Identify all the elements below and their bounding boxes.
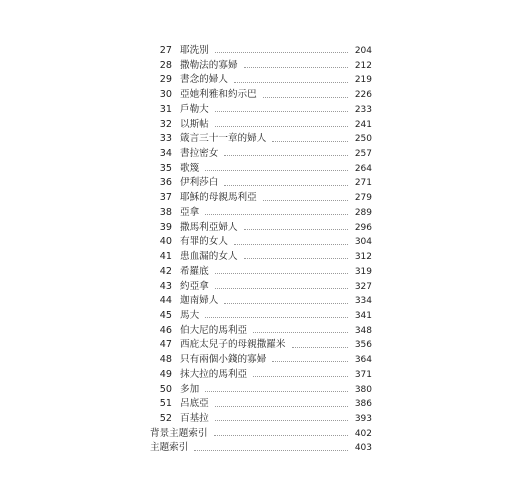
page-number: 296 (354, 222, 372, 233)
chapter-title: 耶穌的母親馬利亞 (180, 192, 257, 204)
chapter-title: 歌篾 (180, 162, 200, 174)
toc-entry[interactable] (146, 191, 372, 206)
page-number: 233 (354, 104, 372, 115)
toc-entry[interactable] (146, 176, 372, 191)
chapter-title: 馬大 (180, 309, 200, 321)
page-number: 241 (354, 119, 372, 130)
dot-leader (205, 390, 348, 392)
chapter-title: 書拉密女 (180, 148, 219, 160)
chapter-number: 30 (159, 89, 172, 101)
dot-leader (205, 316, 348, 318)
chapter-title: 西庇太兒子的母親撒羅米 (180, 339, 286, 351)
dot-leader (205, 213, 348, 215)
toc-entry[interactable] (146, 280, 372, 295)
chapter-number: 52 (159, 412, 172, 424)
chapter-number: 47 (159, 339, 172, 351)
page-number: 257 (354, 149, 372, 160)
page-number: 250 (354, 134, 372, 145)
chapter-number: 32 (159, 118, 172, 130)
dot-leader (272, 140, 348, 142)
chapter-title: 伯大尼的馬利亞 (180, 324, 248, 336)
chapter-title: 迦南婦人 (180, 295, 219, 307)
dot-leader (292, 346, 348, 348)
page-number: 348 (354, 325, 372, 336)
dot-leader (244, 228, 348, 230)
chapter-number: 34 (159, 148, 172, 160)
page-number: 393 (354, 413, 372, 424)
chapter-number: 28 (159, 59, 172, 71)
chapter-number: 42 (159, 265, 172, 277)
page-number: 212 (354, 60, 372, 71)
chapter-title: 有罪的女人 (180, 236, 228, 248)
dot-leader (272, 360, 348, 362)
dot-leader (214, 434, 348, 436)
chapter-number: 31 (159, 103, 172, 115)
toc-entry[interactable] (146, 397, 372, 412)
chapter-title: 希羅底 (180, 265, 209, 277)
chapter-number: 27 (159, 45, 172, 56)
chapter-title: 撒勒法的寡婦 (180, 59, 238, 71)
toc-entry[interactable] (146, 235, 372, 250)
toc-entry[interactable] (146, 383, 372, 398)
page-number: 226 (354, 90, 372, 101)
page-number: 402 (354, 428, 372, 439)
toc-entry[interactable] (146, 103, 372, 118)
chapter-title: 撒馬利亞婦人 (180, 221, 238, 233)
dot-leader (215, 272, 348, 274)
toc-entry[interactable] (146, 59, 372, 74)
dot-leader (215, 51, 348, 53)
chapter-title: 以斯帖 (180, 118, 209, 130)
toc-entry[interactable] (146, 118, 372, 133)
page-number: 264 (354, 163, 372, 174)
page-number: 219 (354, 75, 372, 86)
table-of-contents (146, 44, 372, 456)
chapter-number: 33 (159, 133, 172, 145)
page-number: 319 (354, 266, 372, 277)
chapter-number: 40 (159, 236, 172, 248)
index-title: 主題索引 (150, 442, 189, 454)
chapter-title: 亞拿 (180, 206, 200, 218)
toc-entry[interactable] (146, 338, 372, 353)
toc-entry[interactable] (146, 221, 372, 236)
chapter-number: 39 (159, 221, 172, 233)
page-number: 334 (354, 296, 372, 307)
chapter-title: 只有兩個小錢的寡婦 (180, 354, 267, 366)
page-number: 204 (354, 46, 372, 56)
chapter-title: 百基拉 (180, 412, 209, 424)
chapter-number: 48 (159, 354, 172, 366)
chapter-number: 38 (159, 206, 172, 218)
chapter-number: 43 (159, 280, 172, 292)
chapter-title: 耶洗別 (180, 45, 209, 56)
toc-entry-index[interactable] (146, 427, 372, 442)
toc-entry[interactable] (146, 147, 372, 162)
chapter-title: 書念的婦人 (180, 74, 228, 86)
dot-leader (215, 419, 348, 421)
chapter-title: 亞她利雅和約示巴 (180, 89, 257, 101)
page-number: 271 (354, 178, 372, 189)
chapter-number: 41 (159, 251, 172, 263)
dot-leader (215, 125, 348, 127)
chapter-number: 44 (159, 295, 172, 307)
chapter-title: 患血漏的女人 (180, 251, 238, 263)
dot-leader (244, 66, 348, 68)
chapter-title: 約亞拿 (180, 280, 209, 292)
toc-entry[interactable] (146, 206, 372, 221)
dot-leader (224, 154, 348, 156)
page-number: 364 (354, 355, 372, 366)
chapter-number: 29 (159, 74, 172, 86)
toc-entry[interactable] (146, 265, 372, 280)
chapter-number: 46 (159, 324, 172, 336)
toc-entry[interactable] (146, 44, 372, 59)
dot-leader (215, 110, 348, 112)
page-number: 279 (354, 193, 372, 204)
dot-leader (224, 184, 348, 186)
chapter-title: 多加 (180, 383, 200, 395)
toc-entry[interactable] (146, 368, 372, 383)
toc-entry[interactable] (146, 412, 372, 427)
page-number: 341 (354, 310, 372, 321)
dot-leader (263, 96, 348, 98)
page-number: 312 (354, 252, 372, 263)
toc-entry[interactable] (146, 250, 372, 265)
page-number: 356 (354, 340, 372, 351)
dot-leader (234, 243, 348, 245)
chapter-number: 49 (159, 368, 172, 380)
dot-leader (194, 449, 348, 451)
toc-entry[interactable] (146, 88, 372, 103)
chapter-title: 呂底亞 (180, 398, 209, 410)
chapter-number: 50 (159, 383, 172, 395)
toc-entry[interactable] (146, 353, 372, 368)
toc-entry[interactable] (146, 324, 372, 339)
toc-entry[interactable] (146, 73, 372, 88)
dot-leader (263, 199, 348, 201)
chapter-title: 箴言三十一章的婦人 (180, 133, 267, 145)
page-number: 403 (354, 443, 372, 454)
page-number: 304 (354, 237, 372, 248)
dot-leader (224, 302, 348, 304)
toc-entry[interactable] (146, 309, 372, 324)
page-number: 371 (354, 369, 372, 380)
dot-leader (215, 405, 348, 407)
page-number: 380 (354, 384, 372, 395)
dot-leader (244, 257, 348, 259)
chapter-number: 51 (159, 398, 172, 410)
chapter-title: 伊利莎白 (180, 177, 219, 189)
chapter-number: 37 (159, 192, 172, 204)
dot-leader (205, 169, 348, 171)
dot-leader (253, 375, 348, 377)
toc-entry-index[interactable] (146, 441, 372, 456)
dot-leader (215, 287, 348, 289)
dot-leader (234, 81, 348, 83)
index-title: 背景主題索引 (150, 427, 208, 439)
page-number: 289 (354, 207, 372, 218)
toc-entry[interactable] (146, 132, 372, 147)
toc-entry[interactable] (146, 162, 372, 177)
page-number: 327 (354, 281, 372, 292)
page-number: 386 (354, 399, 372, 410)
chapter-title: 戶勒大 (180, 103, 209, 115)
chapter-title: 抹大拉的馬利亞 (180, 368, 248, 380)
chapter-number: 35 (159, 162, 172, 174)
chapter-number: 45 (159, 309, 172, 321)
chapter-number: 36 (159, 177, 172, 189)
dot-leader (253, 331, 348, 333)
toc-entry[interactable] (146, 294, 372, 309)
